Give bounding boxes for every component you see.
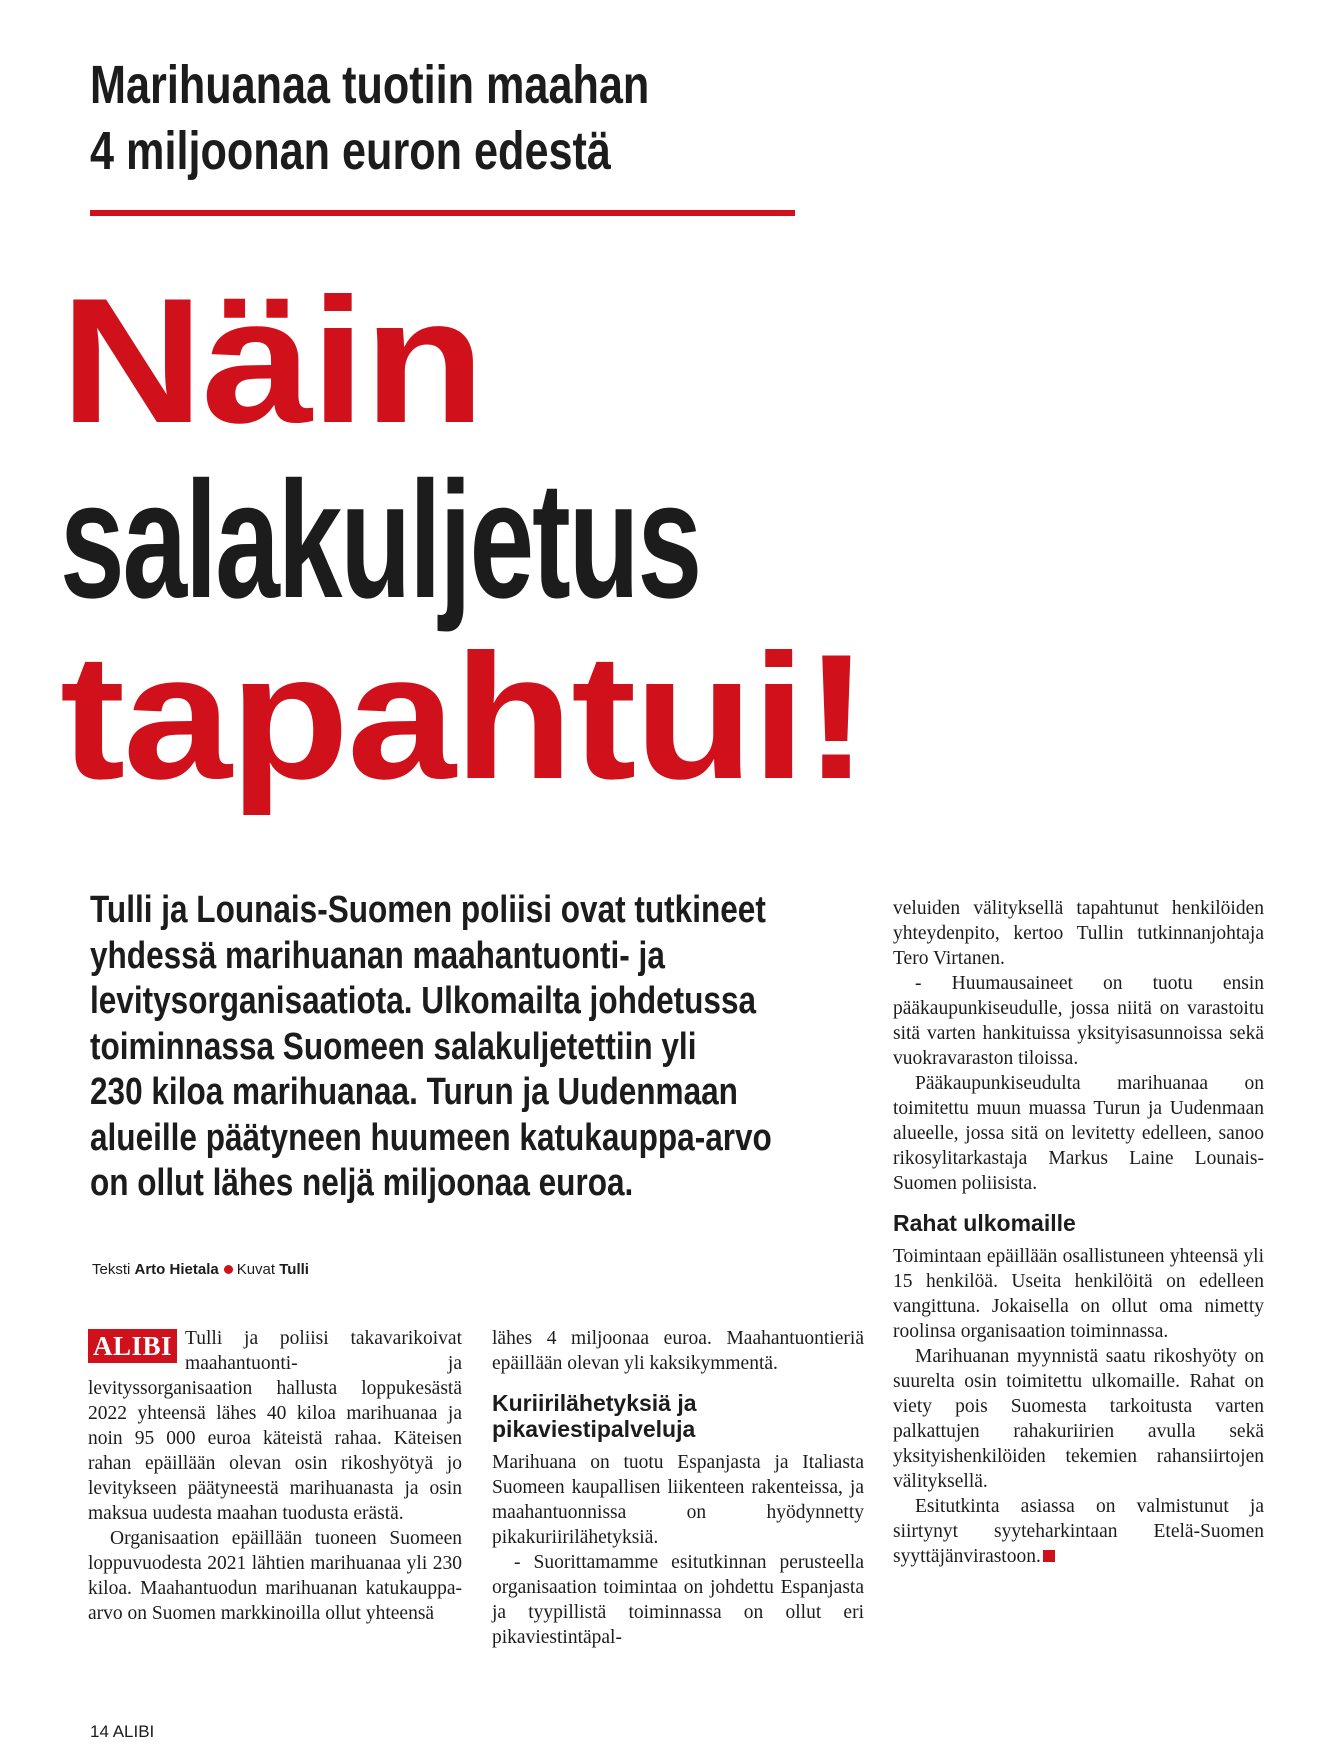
body-paragraph: - Suorittamamme esitutkinnan perusteella organisaation toimintaa on johdettu Espanjasta ja tyypillistä toiminnassa on ollut eri pikaviestintäpal-	[492, 1552, 864, 1648]
body-paragraph: lähes 4 miljoonaa euroa. Maahantuontieriä epäillään olevan yli kaksikymmentä.	[492, 1328, 864, 1374]
body-paragraph: - Huumausaineet on tuotu ensin pääkaupunkiseudulle, jossa niitä on varastoitu sitä varten hankituissa yksityisasunnoissa sekä vuokravaraston tiloissa.	[893, 973, 1264, 1069]
byline-photo-label: Kuvat	[236, 1261, 276, 1278]
page-number: 14 ALIBI	[90, 1722, 155, 1741]
alibi-logo: ALIBI	[88, 1329, 177, 1363]
kicker-line-1: Marihuanaa tuotiin maahan	[90, 55, 650, 115]
body-paragraph: veluiden välityksellä tapahtunut henkilöiden yhteydenpito, kertoo Tullin tutkinnanjohtaja Tero Virtanen.	[893, 898, 1264, 969]
lead-line: toiminnassa Suomeen salakuljetettiin yli	[90, 1025, 697, 1068]
body-column-1	[88, 1326, 462, 1626]
end-mark-icon	[1043, 1550, 1055, 1562]
body-text: Tulli ja poliisi takavarikoivat maahantuonti- ja levityssorganisaation hallusta loppukesästä 2022 yhteensä lähes 40 kiloa marihuanaa ja noin 95 000 euroa käteistä rahaa. Käteisen rahan epäillään olevan osin rikoshyötyä jo levitykseen päätyneestä marihuanasta ja osin maksua uudesta maahan tuodusta erästä.	[88, 1328, 462, 1524]
body-paragraph: Toimintaan epäillään osallistuneen yhteensä yli 15 henkilöä. Useita henkilöitä on edelleen vangittuna. Jokaisella on ollut oma nimetty roolinsa organisaation toiminnassa.	[893, 1246, 1264, 1342]
byline-text-author: Arto Hietala	[134, 1261, 219, 1278]
byline-photo-author: Tulli	[279, 1261, 309, 1278]
kicker-title	[90, 52, 666, 184]
lead-line: 230 kiloa marihuanaa. Turun ja Uudenmaan	[90, 1071, 738, 1113]
kicker-rule	[90, 210, 795, 216]
headline-line-1: Näin	[60, 261, 484, 460]
byline	[92, 1261, 309, 1278]
body-column-2	[492, 1326, 864, 1650]
lead-line: alueille päätyneen huumeen katukauppa-arvo	[90, 1116, 772, 1159]
lead-line: yhdessä marihuanan maahantuonti- ja	[90, 934, 665, 977]
headline-line-2: salakuljetus	[60, 448, 701, 633]
body-paragraph: Organisaation epäillään tuoneen Suomeen loppuvuodesta 2021 lähtien marihuanaa yli 230 kiloa. Maahantuodun marihuanan katukauppa-arvo on Suomen markkinoilla ollut yhteensä	[88, 1528, 462, 1624]
lead-line: levitysorganisaatiota. Ulkomailta johdetussa	[90, 980, 757, 1022]
body-paragraph: Pääkaupunkiseudulta marihuanaa on toimitettu muun muassa Turun ja Uudenmaan alueelle, jossa sitä on levitetty edelleen, sanoo rikosylitarkastaja Markus Laine Lounais-Suomen poliisista.	[893, 1073, 1264, 1194]
body-paragraph	[88, 1326, 462, 1526]
body-paragraph: Marihuanan myynnistä saatu rikoshyöty on suurelta osin toimitettu ulkomaille. Rahat on viety pois Suomesta tarkoitusta varten palkattujen rahakuriirien avulla sekä yksityishenkilöiden tekemien rahansiirtojen välityksellä.	[893, 1346, 1264, 1492]
kicker-line-2: 4 miljoonan euron edestä	[90, 121, 611, 181]
body-paragraph	[893, 1494, 1264, 1569]
bullet-icon	[224, 1265, 233, 1274]
byline-text-label: Teksti	[92, 1261, 131, 1278]
lead-line: on ollut lähes neljä miljoonaa euroa.	[90, 1162, 634, 1204]
lead-paragraph	[90, 888, 837, 1207]
subheading-couriers: Kuriirilähetyksiä ja pikaviestipalveluja	[492, 1390, 697, 1442]
body-text: Esitutkinta asiassa on valmistunut ja siirtynyt syyteharkintaan Etelä-Suomen syyttäjänvirastoon.	[893, 1496, 1264, 1567]
lead-line: Tulli ja Lounais-Suomen poliisi ovat tutkineet	[90, 889, 766, 931]
headline-line-3: tapahtui!	[60, 617, 867, 816]
body-paragraph: Marihuana on tuotu Espanjasta ja Italiasta Suomeen kaupallisen liikenteen rakenteissa, ja maahantuonnissa on hyödynnetty pikakuriirilähetyksiä.	[492, 1452, 864, 1548]
body-column-3	[893, 896, 1264, 1569]
subheading-money: Rahat ulkomaille	[893, 1210, 1076, 1236]
